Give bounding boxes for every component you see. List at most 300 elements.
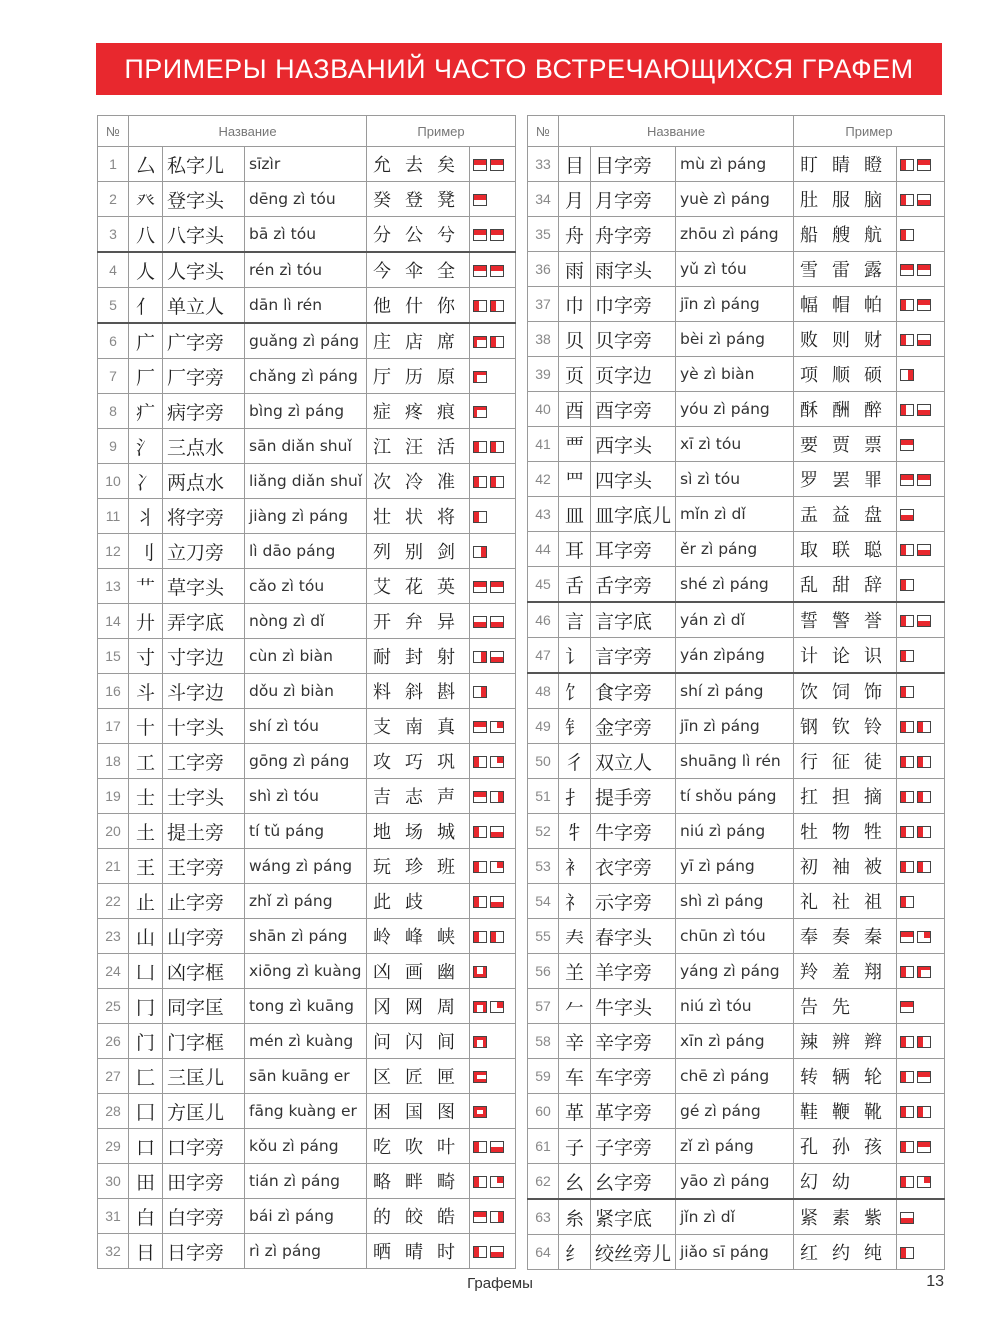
component-position-left-icon: [917, 1036, 931, 1048]
component-position-corner-icon: [917, 1176, 931, 1188]
component-position-left-icon: [917, 861, 931, 873]
example-character: 异: [437, 612, 455, 633]
example-character: 允: [373, 155, 391, 176]
examples: [794, 744, 897, 779]
table-row: [98, 429, 516, 464]
example-character: 祖: [864, 892, 882, 913]
example-character: 困: [373, 1102, 391, 1123]
grapheme-pinyin: gé zì páng: [676, 1094, 794, 1129]
example-character: 紧: [800, 1208, 818, 1229]
component-position-bottom-icon: [490, 896, 504, 908]
example-character: 症: [373, 402, 391, 423]
grapheme-pinyin: ěr zì páng: [676, 532, 794, 567]
example-character: 癸: [373, 190, 391, 211]
examples: [367, 323, 470, 359]
grapheme-name: 牛字头: [591, 989, 676, 1024]
component-position-top-icon: [900, 931, 914, 943]
example-character: 叶: [437, 1137, 455, 1158]
grapheme-pinyin: xiōng zì kuàng: [245, 954, 367, 989]
grapheme-pinyin: niú zì tóu: [676, 989, 794, 1024]
grapheme: 艹: [129, 569, 163, 604]
row-number: 31: [98, 1199, 129, 1234]
table-row: [528, 1164, 945, 1200]
examples: [794, 884, 897, 919]
grapheme-name: 耳字旁: [591, 532, 676, 567]
component-position-left-icon: [473, 1141, 487, 1153]
example-character: 斜: [405, 682, 423, 703]
example-character: 饮: [800, 682, 818, 703]
position-icons: [470, 147, 516, 182]
component-position-topleft-icon: [473, 336, 487, 348]
examples: [794, 814, 897, 849]
example-character: 翔: [864, 962, 882, 983]
graphemes-table-left: [97, 115, 516, 1269]
component-position-top-icon: [900, 474, 914, 486]
example-character: 物: [832, 822, 850, 843]
grapheme-name: 双立人: [591, 744, 676, 779]
table-row: [98, 1199, 516, 1234]
position-icons: [470, 849, 516, 884]
example-character: 区: [373, 1067, 391, 1088]
table-row: [528, 252, 945, 287]
component-position-frame-icon: [473, 1036, 487, 1048]
row-number: 57: [528, 989, 559, 1024]
grapheme: 疒: [129, 394, 163, 429]
table-row: [528, 638, 945, 674]
component-position-top-icon: [473, 581, 487, 593]
component-position-left-icon: [900, 650, 914, 662]
grapheme-pinyin: yóu zì páng: [676, 392, 794, 427]
grapheme-pinyin: shuāng lì rén: [676, 744, 794, 779]
examples: [367, 779, 470, 814]
component-position-corner-icon: [490, 1001, 504, 1013]
row-number: 50: [528, 744, 559, 779]
example-character: 分: [373, 225, 391, 246]
row-number: 14: [98, 604, 129, 639]
position-icons: [897, 287, 945, 322]
example-character: 项: [800, 365, 818, 386]
table-row: [528, 357, 945, 392]
position-icons: [470, 323, 516, 359]
examples: [794, 217, 897, 252]
grapheme: 士: [129, 779, 163, 814]
example-character: 牡: [800, 822, 818, 843]
example-character: 醉: [864, 400, 882, 421]
component-position-top-icon: [473, 229, 487, 241]
example-character: 准: [437, 472, 455, 493]
example-character: 艾: [373, 577, 391, 598]
grapheme: 𠂉: [559, 989, 591, 1024]
example-character: 闪: [405, 1032, 423, 1053]
row-number: 61: [528, 1129, 559, 1164]
example-character: 艘: [832, 225, 850, 246]
table-row: [98, 884, 516, 919]
grapheme-name: 登字头: [163, 182, 245, 217]
component-position-bottom-icon: [917, 194, 931, 206]
example-character: 国: [405, 1102, 423, 1123]
example-character: 幽: [437, 962, 455, 983]
example-character: 取: [800, 540, 818, 561]
position-icons: [470, 499, 516, 534]
position-icons: [470, 464, 516, 499]
component-position-left-icon: [917, 826, 931, 838]
position-icons: [470, 1129, 516, 1164]
example-character: 聪: [864, 540, 882, 561]
row-number: 11: [98, 499, 129, 534]
example-character: 徒: [864, 752, 882, 773]
example-character: 扛: [800, 787, 818, 808]
grapheme-pinyin: wáng zì páng: [245, 849, 367, 884]
table-row: [98, 288, 516, 324]
component-position-top-icon: [473, 1211, 487, 1223]
component-position-bottom-icon: [917, 334, 931, 346]
example-character: 孙: [832, 1137, 850, 1158]
row-number: 36: [528, 252, 559, 287]
row-number: 1: [98, 147, 129, 182]
position-icons: [897, 1129, 945, 1164]
grapheme-pinyin: rén zì tóu: [245, 252, 367, 288]
examples: [794, 989, 897, 1024]
grapheme-name: 页字边: [591, 357, 676, 392]
component-position-left-icon: [917, 1106, 931, 1118]
example-character: 间: [437, 1032, 455, 1053]
example-character: 辣: [800, 1032, 818, 1053]
grapheme-name: 车字旁: [591, 1059, 676, 1094]
table-row: [98, 779, 516, 814]
example-character: 皓: [437, 1207, 455, 1228]
example-character: 今: [373, 261, 391, 282]
examples: [367, 499, 470, 534]
grapheme: 山: [129, 919, 163, 954]
position-icons: [897, 462, 945, 497]
example-character: 支: [373, 717, 391, 738]
example-character: 问: [373, 1032, 391, 1053]
example-character: 联: [832, 540, 850, 561]
examples: [367, 744, 470, 779]
example-character: 先: [832, 997, 850, 1018]
component-position-topleft-icon: [473, 371, 487, 383]
table-row: [98, 1164, 516, 1199]
position-icons: [470, 674, 516, 709]
grapheme-pinyin: yuè zì páng: [676, 182, 794, 217]
examples: [367, 252, 470, 288]
row-number: 58: [528, 1024, 559, 1059]
table-row: [528, 217, 945, 252]
position-icons: [897, 989, 945, 1024]
position-icons: [897, 884, 945, 919]
table-row: [98, 744, 516, 779]
grapheme-pinyin: yǔ zì tóu: [676, 252, 794, 287]
grapheme-name: 日字旁: [163, 1234, 245, 1269]
example-character: 剑: [437, 542, 455, 563]
grapheme-pinyin: fāng kuàng er: [245, 1094, 367, 1129]
examples: [794, 919, 897, 954]
row-number: 43: [528, 497, 559, 532]
grapheme: 礻: [559, 884, 591, 919]
example-character: 轮: [864, 1067, 882, 1088]
table-row: [98, 989, 516, 1024]
component-position-left-icon: [490, 336, 504, 348]
row-number: 27: [98, 1059, 129, 1094]
examples: [367, 709, 470, 744]
grapheme-pinyin: liǎng diǎn shuǐ: [245, 464, 367, 499]
example-character: 饲: [832, 682, 850, 703]
component-position-left-icon: [900, 229, 914, 241]
example-character: 列: [373, 542, 391, 563]
grapheme-pinyin: yán zìpáng: [676, 638, 794, 674]
example-character: 行: [800, 752, 818, 773]
page-number: 13: [926, 1273, 944, 1290]
row-number: 33: [528, 147, 559, 182]
grapheme-pinyin: dēng zì tóu: [245, 182, 367, 217]
grapheme-name: 王字旁: [163, 849, 245, 884]
grapheme-pinyin: shì zì tóu: [245, 779, 367, 814]
component-position-topleft-icon: [917, 966, 931, 978]
example-character: 盂: [800, 505, 818, 526]
example-character: 礼: [800, 892, 818, 913]
table-row: [98, 147, 516, 182]
grapheme-pinyin: zhōu zì páng: [676, 217, 794, 252]
grapheme: 丬: [129, 499, 163, 534]
header-num: №: [528, 116, 559, 147]
grapheme-name: 金字旁: [591, 709, 676, 744]
example-character: 晒: [373, 1242, 391, 1263]
example-character: 凳: [437, 190, 455, 211]
examples: [367, 359, 470, 394]
position-icons: [470, 1199, 516, 1234]
table-row: [528, 392, 945, 427]
grapheme: 十: [129, 709, 163, 744]
example-character: 此: [373, 892, 391, 913]
component-position-right-icon: [473, 546, 487, 558]
table-row: [98, 709, 516, 744]
grapheme-name: 巾字旁: [591, 287, 676, 322]
example-character: 英: [437, 577, 455, 598]
examples: [794, 673, 897, 709]
table-row: [528, 322, 945, 357]
position-icons: [897, 1164, 945, 1200]
component-position-leftopen-icon: [473, 1071, 487, 1083]
grapheme-name: 舟字旁: [591, 217, 676, 252]
grapheme-name: 牛字旁: [591, 814, 676, 849]
example-character: 画: [405, 962, 423, 983]
table-row: [528, 462, 945, 497]
grapheme-pinyin: jiǎo sī páng: [676, 1235, 794, 1270]
component-position-bottom-icon: [900, 509, 914, 521]
row-number: 20: [98, 814, 129, 849]
component-position-bottom-icon: [900, 1212, 914, 1224]
component-position-left-icon: [490, 300, 504, 312]
component-position-left-icon: [900, 1176, 914, 1188]
table-row: [98, 919, 516, 954]
table-row: [98, 499, 516, 534]
grapheme-pinyin: kǒu zì páng: [245, 1129, 367, 1164]
component-position-left-icon: [473, 441, 487, 453]
grapheme-name: 广字旁: [163, 323, 245, 359]
component-position-left-icon: [900, 1036, 914, 1048]
grapheme-name: 言字旁: [591, 638, 676, 674]
example-character: 矣: [437, 155, 455, 176]
component-position-left-icon: [473, 896, 487, 908]
example-character: 誓: [800, 611, 818, 632]
grapheme: 口: [129, 1129, 163, 1164]
example-character: 去: [405, 155, 423, 176]
component-position-right-icon: [490, 1211, 504, 1223]
example-character: 盯: [800, 155, 818, 176]
grapheme-name: 提土旁: [163, 814, 245, 849]
grapheme: 止: [129, 884, 163, 919]
grapheme-pinyin: chūn zì tóu: [676, 919, 794, 954]
row-number: 10: [98, 464, 129, 499]
grapheme: 亻: [129, 288, 163, 324]
grapheme: 纟: [559, 1235, 591, 1270]
grapheme: 凵: [129, 954, 163, 989]
grapheme-name: 方匡儿: [163, 1094, 245, 1129]
component-position-top-icon: [490, 159, 504, 171]
grapheme-pinyin: sān diǎn shuǐ: [245, 429, 367, 464]
grapheme-pinyin: cǎo zì tóu: [245, 569, 367, 604]
grapheme-name: 八字头: [163, 217, 245, 253]
example-character: 地: [373, 822, 391, 843]
row-number: 15: [98, 639, 129, 674]
grapheme-pinyin: nòng zì dǐ: [245, 604, 367, 639]
component-position-left-icon: [900, 579, 914, 591]
component-position-left-icon: [473, 300, 487, 312]
example-character: 巧: [405, 752, 423, 773]
row-number: 18: [98, 744, 129, 779]
grapheme-pinyin: shān zì páng: [245, 919, 367, 954]
example-character: 皎: [405, 1207, 423, 1228]
example-character: 疼: [405, 402, 423, 423]
grapheme: 目: [559, 147, 591, 182]
example-character: 玩: [373, 857, 391, 878]
grapheme-pinyin: niú zì páng: [676, 814, 794, 849]
grapheme-pinyin: shé zì páng: [676, 567, 794, 603]
table-row: [528, 744, 945, 779]
position-icons: [897, 1024, 945, 1059]
component-position-bowl-icon: [473, 966, 487, 978]
example-character: 城: [437, 822, 455, 843]
grapheme: 车: [559, 1059, 591, 1094]
grapheme: 幺: [559, 1164, 591, 1200]
grapheme: 页: [559, 357, 591, 392]
row-number: 25: [98, 989, 129, 1024]
table-row: [528, 1024, 945, 1059]
component-position-bottom-icon: [917, 404, 931, 416]
grapheme-pinyin: tí shǒu páng: [676, 779, 794, 814]
position-icons: [897, 779, 945, 814]
grapheme: 寸: [129, 639, 163, 674]
table-row: [98, 252, 516, 288]
example-character: 斟: [437, 682, 455, 703]
example-character: 壮: [373, 507, 391, 528]
example-character: 志: [405, 787, 423, 808]
grapheme: 刂: [129, 534, 163, 569]
example-character: 睛: [832, 155, 850, 176]
example-character: 痕: [437, 402, 455, 423]
row-number: 13: [98, 569, 129, 604]
grapheme-pinyin: zǐ zì páng: [676, 1129, 794, 1164]
example-character: 服: [832, 190, 850, 211]
component-position-left-icon: [900, 966, 914, 978]
table-row: [528, 709, 945, 744]
component-position-top-icon: [917, 299, 931, 311]
component-position-left-icon: [900, 896, 914, 908]
grapheme: 讠: [559, 638, 591, 674]
grapheme-name: 衣字旁: [591, 849, 676, 884]
grapheme-pinyin: yī zì páng: [676, 849, 794, 884]
grapheme-name: 目字旁: [591, 147, 676, 182]
example-character: 素: [832, 1208, 850, 1229]
grapheme-pinyin: jǐn zì dǐ: [676, 1199, 794, 1235]
position-icons: [897, 673, 945, 709]
component-position-left-icon: [473, 476, 487, 488]
grapheme-pinyin: mù zì páng: [676, 147, 794, 182]
example-character: 店: [405, 332, 423, 353]
row-number: 40: [528, 392, 559, 427]
example-character: 岭: [373, 927, 391, 948]
position-icons: [470, 884, 516, 919]
example-character: 酬: [832, 400, 850, 421]
header-name: Название: [129, 116, 367, 147]
component-position-corner-icon: [490, 1176, 504, 1188]
component-position-left-icon: [900, 544, 914, 556]
table-row: [528, 287, 945, 322]
example-character: 露: [864, 260, 882, 281]
row-number: 21: [98, 849, 129, 884]
component-position-bottom-icon: [917, 544, 931, 556]
example-character: 全: [437, 261, 455, 282]
grapheme-name: 私字儿: [163, 147, 245, 182]
grapheme-name: 紧字底: [591, 1199, 676, 1235]
grapheme: 皿: [559, 497, 591, 532]
component-position-top-icon: [900, 264, 914, 276]
grapheme-pinyin: xīn zì páng: [676, 1024, 794, 1059]
example-character: 红: [800, 1243, 818, 1264]
position-icons: [897, 497, 945, 532]
examples: [367, 429, 470, 464]
position-icons: [470, 252, 516, 288]
examples: [794, 147, 897, 182]
row-number: 44: [528, 532, 559, 567]
component-position-top-icon: [473, 791, 487, 803]
component-position-top-icon: [473, 721, 487, 733]
example-character: 将: [437, 507, 455, 528]
component-position-left-icon: [473, 511, 487, 523]
example-character: 乱: [800, 575, 818, 596]
component-position-corner-icon: [490, 756, 504, 768]
example-character: 畸: [437, 1172, 455, 1193]
example-character: 饰: [864, 682, 882, 703]
example-character: 雪: [800, 260, 818, 281]
component-position-topleft-icon: [473, 406, 487, 418]
example-character: 硕: [864, 365, 882, 386]
grapheme-pinyin: bái zì páng: [245, 1199, 367, 1234]
example-character: 摘: [864, 787, 882, 808]
component-position-left-icon: [900, 861, 914, 873]
row-number: 59: [528, 1059, 559, 1094]
example-character: 计: [800, 646, 818, 667]
grapheme-name: 厂字旁: [163, 359, 245, 394]
grapheme-name: 寸字边: [163, 639, 245, 674]
table-row: [98, 674, 516, 709]
grapheme: 工: [129, 744, 163, 779]
example-character: 识: [864, 646, 882, 667]
example-character: 被: [864, 857, 882, 878]
table-row: [528, 497, 945, 532]
example-character: 伞: [405, 261, 423, 282]
position-icons: [470, 1164, 516, 1199]
